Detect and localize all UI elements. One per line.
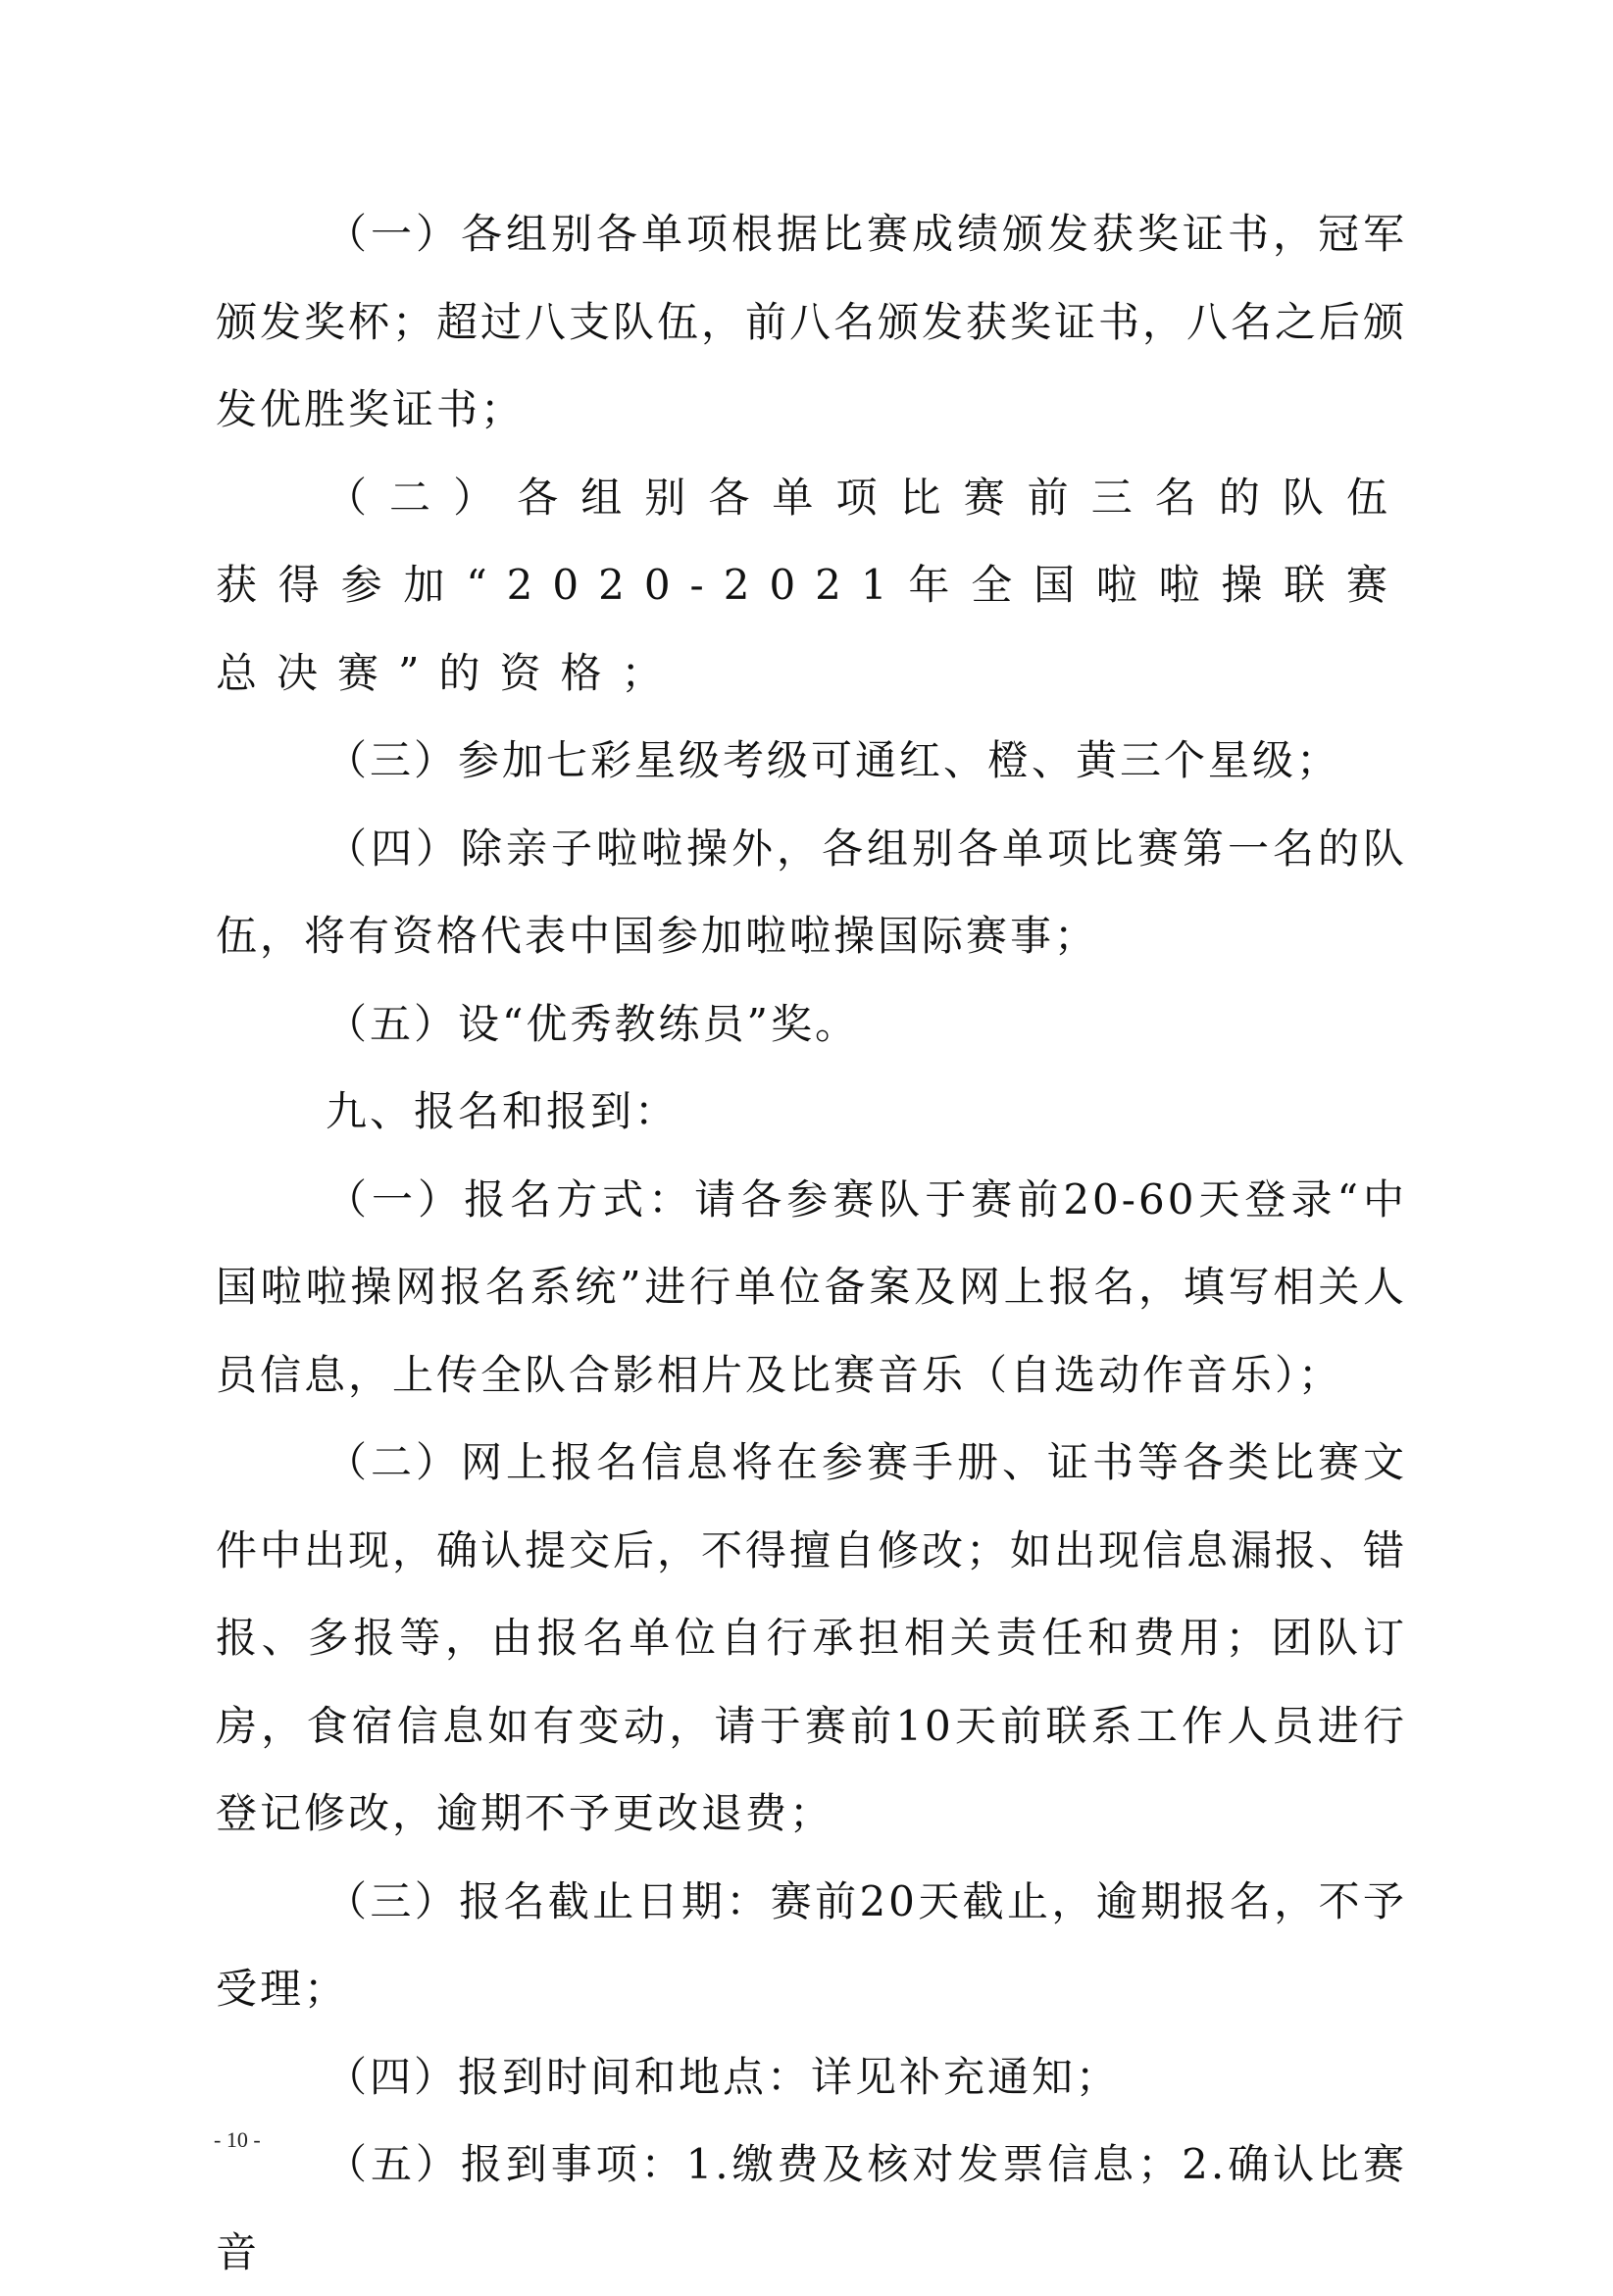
page-number: - 10 - xyxy=(214,2127,261,2152)
paragraph-star-levels: （三）参加七彩星级考级可通红、橙、黄三个星级； xyxy=(326,736,1341,784)
paragraph-checkin-items: （五）报到事项：1.缴费及核对发票信息；2.确认比赛音 xyxy=(216,2140,1407,2276)
paragraph-coach-award: （五）设“优秀教练员”奖。 xyxy=(326,999,859,1048)
paragraph-awards-certificates: （一）各组别各单项根据比赛成绩颁发获奖证书，冠军颁发奖杯；超过八支队伍，前八名颁发获奖证书，八名之后颁发优胜奖证书； xyxy=(216,210,1408,433)
paragraph-international-events: （四）除亲子啦啦操外，各组别各单项比赛第一名的队伍，将有资格代表中国参加啦啦操国际赛事； xyxy=(216,824,1407,960)
section-heading-registration: 九、报名和报到： xyxy=(326,1087,680,1135)
paragraph-checkin-time-place: （四）报到时间和地点：详见补充通知； xyxy=(326,2052,1121,2101)
paragraph-registration-info: （二）网上报名信息将在参赛手册、证书等各类比赛文件中出现，确认提交后，不得擅自修改；如出现信息漏报、错报、多报等，由报名单位自行承担相关责任和费用；团队订房，食宿信息如有变动，请于赛前10天前联系工作人员进行登记修改，逾期不予更改退费； xyxy=(216,1438,1408,1837)
paragraph-registration-method: （一）报名方式：请各参赛队于赛前20-60天登录“中国啦啦操网报名系统”进行单位备案及网上报名，填写相关人员信息，上传全队合影相片及比赛音乐（自选动作音乐）； xyxy=(216,1174,1407,1399)
paragraph-finals-qualification: （二）各组别各单项比赛前三名的队伍获得参加“2020-2021年全国啦啦操联赛总决赛”的资格； xyxy=(216,473,1407,697)
document-body xyxy=(216,190,1407,2296)
paragraph-registration-deadline: （三）报名截止日期：赛前20天截止，逾期报名，不予受理； xyxy=(216,1876,1407,2013)
